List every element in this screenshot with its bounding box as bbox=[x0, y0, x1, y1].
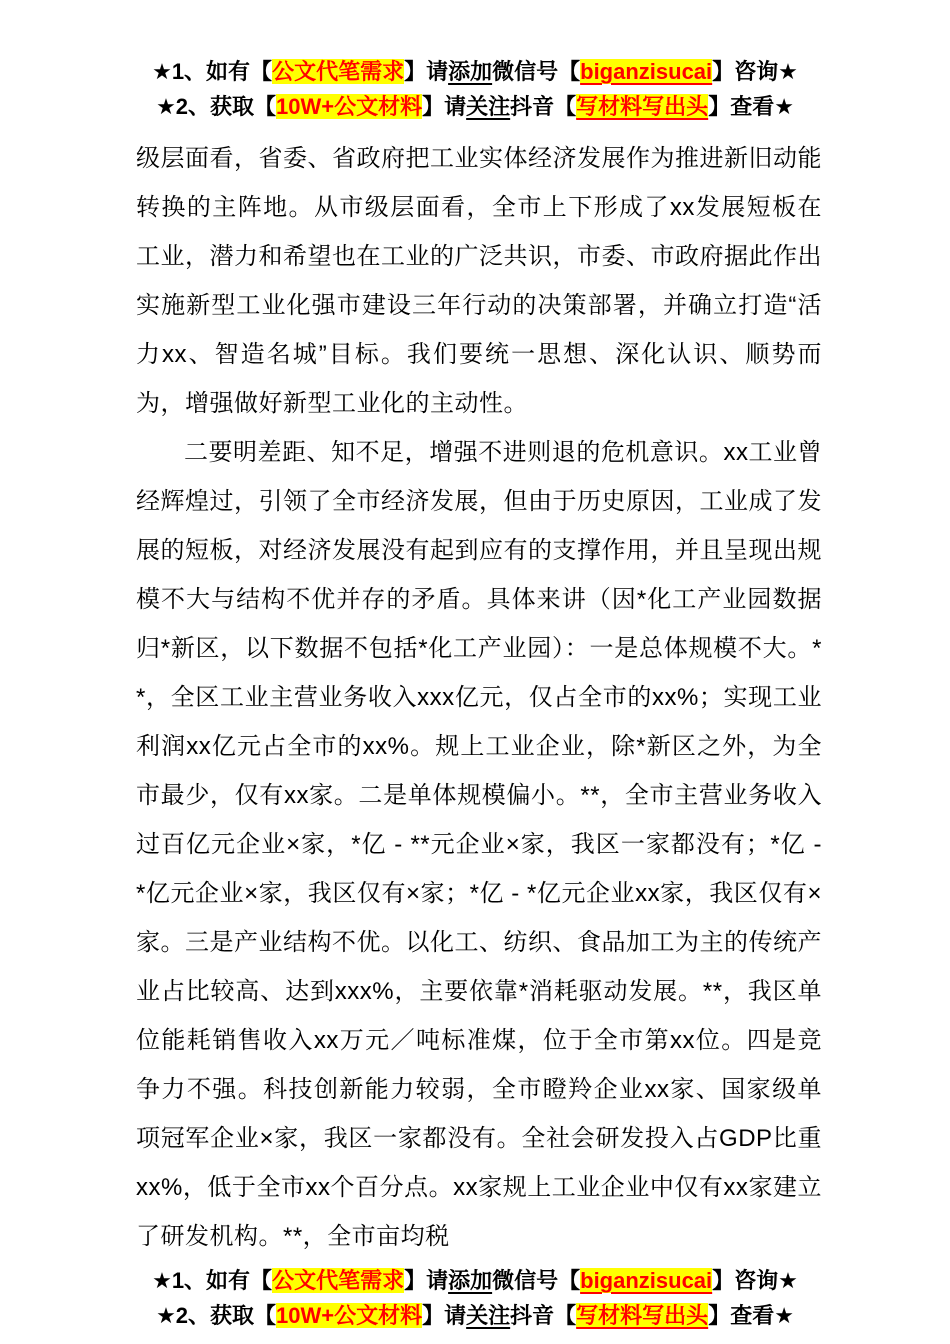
banner-text: 】请 bbox=[404, 59, 449, 84]
underlined-text: 关注 bbox=[466, 94, 511, 119]
underlined-text: 添加 bbox=[448, 1268, 493, 1293]
promo-banner-top bbox=[0, 54, 950, 124]
highlighted-phrase: biganzisucai bbox=[580, 59, 713, 84]
banner-text: ★2、获取【 bbox=[156, 1303, 277, 1328]
document-body bbox=[136, 134, 822, 1261]
promo-banner-line-1 bbox=[0, 1263, 950, 1298]
banner-text: 】查看★ bbox=[708, 94, 794, 119]
banner-text: 】请 bbox=[404, 1268, 449, 1293]
banner-text: ★1、如有【 bbox=[152, 59, 273, 84]
promo-banner-line-1 bbox=[0, 54, 950, 89]
banner-text: 】请 bbox=[422, 1303, 467, 1328]
banner-text: 】请 bbox=[422, 94, 467, 119]
promo-banner-bottom bbox=[0, 1263, 950, 1333]
banner-text: 抖音【 bbox=[510, 94, 577, 119]
banner-text: 抖音【 bbox=[510, 1303, 577, 1328]
banner-text: ★2、获取【 bbox=[156, 94, 277, 119]
body-paragraph: 二要明差距、知不足，增强不进则退的危机意识。xx工业曾经辉煌过，引领了全市经济发展，但由于历史原因，工业成了发展的短板，对经济发展没有起到应有的支撑作用，并且呈现出规模不大与结构不优并存的矛盾。具体来讲（因*化工产业园数据归*新区，以下数据不包括*化工产业园）：一是总体规模不大。**，全区工业主营业务收入xxx亿元，仅占全市的xx%；实现工业利润xx亿元占全市的xx%。规上工业企业，除*新区之外，为全市最少，仅有xx家。二是单体规模偏小。**，全市主营业务收入过百亿元企业×家，*亿 - **元企业×家，我区一家都没有；*亿 - *亿元企业×家，我区仅有×家；*亿 - *亿元企业xx家，我区仅有×家。三是产业结构不优。以化工、纺织、食品加工为主的传统产业占比较高、达到xxx%，主要依靠*消耗驱动发展。**，我区单位能耗销售收入xx万元／吨标准煤，位于全市第xx位。四是竞争力不强。科技创新能力较弱，全市瞪羚企业xx家、国家级单项冠军企业×家，我区一家都没有。全社会研发投入占GDP比重xx%，低于全市xx个百分点。xx家规上工业企业中仅有xx家建立了研发机构。**，全市亩均税 bbox=[136, 439, 822, 1250]
banner-text: 微信号【 bbox=[492, 1268, 581, 1293]
promo-banner-line-2 bbox=[0, 89, 950, 124]
highlighted-phrase: 10W+公文材料 bbox=[276, 1303, 423, 1328]
promo-banner-line-2 bbox=[0, 1298, 950, 1333]
highlighted-phrase: biganzisucai bbox=[580, 1268, 713, 1293]
highlighted-phrase: 公文代笔需求 bbox=[272, 1268, 405, 1293]
highlighted-phrase: 10W+公文材料 bbox=[276, 94, 423, 119]
banner-text: 微信号【 bbox=[492, 59, 581, 84]
highlighted-phrase: 写材料写出头 bbox=[576, 94, 709, 119]
banner-text: 】咨询★ bbox=[712, 1268, 798, 1293]
underlined-text: 添加 bbox=[448, 59, 493, 84]
body-paragraph: 级层面看，省委、省政府把工业实体经济发展作为推进新旧动能转换的主阵地。从市级层面看，全市上下形成了xx发展短板在工业，潜力和希望也在工业的广泛共识，市委、市政府据此作出实施新型工业化强市建设三年行动的决策部署，并确立打造“活力xx、智造名城”目标。我们要统一思想、深化认识、顺势而为，增强做好新型工业化的主动性。 bbox=[136, 145, 822, 417]
highlighted-phrase: 写材料写出头 bbox=[576, 1303, 709, 1328]
banner-text: 】查看★ bbox=[708, 1303, 794, 1328]
underlined-text: 关注 bbox=[466, 1303, 511, 1328]
highlighted-phrase: 公文代笔需求 bbox=[272, 59, 405, 84]
banner-text: ★1、如有【 bbox=[152, 1268, 273, 1293]
banner-text: 】咨询★ bbox=[712, 59, 798, 84]
